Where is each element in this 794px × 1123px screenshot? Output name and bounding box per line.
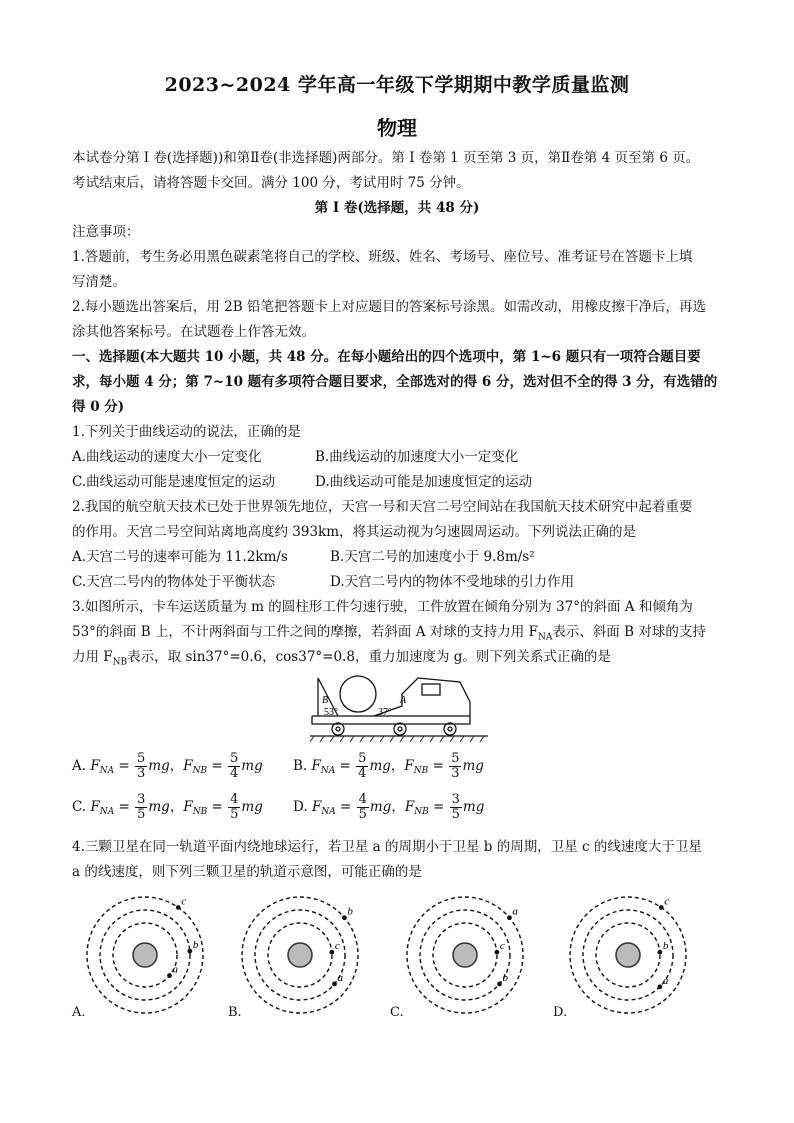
fraction [228, 793, 240, 822]
numerator: 5 [451, 751, 460, 766]
satellite-label-outer: a [512, 905, 518, 918]
intro-line-1: 本试卷分第 I 卷(选择题))和第Ⅱ卷(非选择题)两部分。第 I 卷第 1 页至第 3 页，第Ⅱ卷第 4 页至第 6 页。 [72, 150, 700, 166]
label-b: B [322, 695, 329, 706]
fraction [356, 752, 368, 781]
mg: mg [148, 758, 170, 774]
separator: ， [390, 758, 405, 774]
satellite-outer [659, 905, 664, 910]
force-symbol: F [90, 799, 100, 815]
numerator: 5 [230, 751, 239, 766]
orbit-option-letter: C. [390, 1005, 404, 1020]
q3-stem-3: 力用 $F_{NB}$表示，取 sin37°=0.6，cos37°=0.8，重力加速度为 g。则下列关系式正确的是 [72, 649, 611, 668]
earth [288, 943, 312, 967]
force-subscript: NA [99, 766, 115, 776]
satellite-label-inner: c [334, 940, 340, 953]
force-subscript: NB [414, 807, 429, 817]
angle-37: 37° [378, 707, 392, 718]
satellite-inner [167, 973, 172, 978]
q3-option-b [293, 752, 484, 781]
numerator: 4 [358, 792, 367, 807]
orbit-option-letter: A. [72, 1005, 86, 1020]
earth [453, 943, 477, 967]
note-line-4: 涂其他答案标号。在试题卷上作答无效。 [72, 324, 315, 340]
satellite-label-middle: b [192, 939, 199, 952]
satellite-label-inner: c [499, 940, 505, 953]
q2-option-d: D.天宫二号内的物体不受地球的引力作用 [330, 574, 575, 590]
fraction [449, 752, 461, 781]
orbit-diagram-d [558, 895, 698, 1015]
intro-line-2: 考试结束后，请将答题卡交回。满分 100 分，考试用时 75 分钟。 [72, 175, 470, 191]
satellite-label-outer: c [664, 895, 670, 908]
equals: = [207, 799, 228, 815]
force-subscript: NB [413, 766, 429, 776]
q1-option-b: B.曲线运动的加速度大小一定变化 [315, 449, 519, 465]
mg: mg [241, 758, 263, 774]
satellite-inner [657, 950, 662, 955]
force-symbol: F [404, 799, 415, 815]
satellite-label-inner: b [662, 940, 669, 953]
mg: mg [369, 799, 392, 815]
orbit-option-letter: B. [228, 1005, 242, 1020]
q1-stem: 1.下列关于曲线运动的说法，正确的是 [72, 424, 301, 440]
q2-option-c: C.天宫二号内的物体处于平衡状态 [72, 574, 276, 590]
notes-heading: 注意事项： [72, 224, 140, 240]
force-symbol: F [90, 758, 100, 774]
separator: ， [391, 799, 405, 815]
separator: ， [169, 758, 184, 774]
option-letter: D. [293, 799, 308, 815]
truck-figure [310, 672, 490, 744]
earth [616, 943, 640, 967]
fraction [450, 793, 462, 822]
orbit-diagram-a [75, 895, 215, 1015]
earth [133, 943, 157, 967]
denominator: 5 [451, 807, 460, 822]
mg: mg [462, 758, 484, 774]
satellite-outer [342, 915, 347, 920]
option-letter: B. [293, 758, 308, 774]
section1-line-2: 求，每小题 4 分；第 7~10 题有多项符合题目要求，全部选对的得 6 分，选对但不全的得 3 分，有选错的 [72, 374, 718, 390]
separator: ， [169, 799, 184, 815]
mg: mg [369, 758, 391, 774]
satellite-label-inner: a [172, 963, 179, 976]
q2-option-a: A.天宫二号的速率可能为 11.2km/s [72, 549, 288, 565]
label-a: A [400, 695, 407, 706]
q2-option-b: B.天宫二号的加速度小于 9.8m/s² [330, 549, 535, 565]
q3-stem-1: 3.如图所示，卡车运送质量为 m 的圆柱形工件匀速行驶，工件放置在倾角分别为 37°的斜面 A 和倾角为 [72, 599, 693, 615]
section1-line-1: 一、选择题(本大题共 10 小题，共 48 分。在每小题给出的四个选项中，第 1~6 题只有一项符合题目要 [72, 349, 701, 365]
force-subscript: NB [192, 807, 208, 817]
satellite-inner [494, 950, 499, 955]
orbit-option-letter: D. [553, 1005, 568, 1020]
denominator: 5 [358, 807, 367, 822]
q2-stem-2: 的作用。天宫二号空间站离地高度约 393km，将其运动视为匀速圆周运动。下列说法正确的是 [72, 524, 637, 540]
satellite-inner [329, 950, 334, 955]
satellite-middle [187, 949, 192, 954]
option-letter: C. [72, 799, 87, 815]
mg: mg [241, 799, 263, 815]
numerator: 3 [451, 792, 460, 807]
force-subscript: NB [192, 766, 208, 776]
force-subscript: NA [320, 766, 336, 776]
denominator: 5 [137, 807, 146, 822]
subject-title: 物理 [377, 116, 417, 140]
q3-stem-2: 53°的斜面 B 上，不计两斜面与工件之间的摩擦，若斜面 A 对球的支持力用 $F_{NA}$表示、斜面 B 对球的支持 [72, 624, 706, 643]
satellite-label-outer: c [181, 895, 187, 908]
part1-title: 第 I 卷(选择题，共 48 分) [314, 200, 480, 216]
equals: = [335, 799, 356, 815]
section1-line-3: 得 0 分) [72, 399, 125, 415]
force-symbol: F [404, 758, 414, 774]
satellite-outer [507, 915, 512, 920]
equals: = [428, 758, 449, 774]
q3-option-a [72, 752, 263, 781]
satellite-middle [657, 984, 662, 989]
force-symbol: F [183, 758, 193, 774]
note-line-1: 1.答题前，考生务必用黑色碳素笔将自己的学校、班级、姓名、考场号、座位号、准考证号在答题卡上填 [72, 249, 693, 265]
force-subscript: NA [321, 807, 336, 817]
satellite-label-middle: a [337, 971, 343, 984]
equals: = [114, 758, 134, 774]
mg: mg [148, 799, 170, 815]
q3-option-c [72, 793, 263, 822]
equals: = [114, 799, 135, 815]
numerator: 3 [137, 792, 146, 807]
fraction [135, 752, 147, 781]
note-line-2: 写清楚。 [72, 274, 126, 290]
fraction [357, 793, 369, 822]
orbit-diagram-b [230, 895, 370, 1015]
fraction [135, 793, 147, 822]
equals: = [428, 799, 449, 815]
numerator: 5 [358, 751, 367, 766]
satellite-label-middle: a [662, 974, 669, 987]
denominator: 4 [358, 766, 367, 781]
satellite-middle [497, 982, 502, 987]
exam-title: 2023~2024 学年高一年级下学期期中教学质量监测 [164, 74, 630, 96]
denominator: 4 [230, 766, 239, 781]
q2-stem-1: 2.我国的航空航天技术已处于世界领先地位，天宫一号和天宫二号空间站在我国航天技术研究中起着重要 [72, 499, 693, 515]
denominator: 3 [137, 766, 146, 781]
q4-stem-1: 4.三颗卫星在同一轨道平面内绕地球运行，若卫星 a 的周期小于卫星 b 的周期，卫星 c 的线速度大于卫星 [72, 839, 702, 855]
q3-option-d [293, 793, 484, 822]
denominator: 5 [230, 807, 239, 822]
force-symbol: F [311, 799, 322, 815]
satellite-label-outer: b [347, 905, 353, 918]
q1-option-a: A.曲线运动的速度大小一定变化 [72, 449, 262, 465]
satellite-middle [332, 982, 337, 987]
denominator: 3 [451, 766, 460, 781]
satellite-outer [176, 905, 181, 910]
equals: = [335, 758, 356, 774]
force-symbol: F [183, 799, 193, 815]
numerator: 4 [230, 792, 239, 807]
q1-option-d: D.曲线运动可能是加速度恒定的运动 [315, 474, 533, 490]
option-letter: A. [72, 758, 87, 774]
equals: = [207, 758, 228, 774]
note-line-3: 2.每小题选出答案后，用 2B 铅笔把答题卡上对应题目的答案标号涂黑。如需改动，用橡皮擦干净后，再选 [72, 299, 706, 315]
orbit-diagram-c [395, 895, 535, 1015]
numerator: 5 [137, 751, 146, 766]
angle-53: 53° [324, 707, 338, 718]
fraction [228, 752, 240, 781]
force-symbol: F [311, 758, 321, 774]
q1-option-c: C.曲线运动可能是速度恒定的运动 [72, 474, 276, 490]
force-subscript: NA [99, 807, 115, 817]
satellite-label-middle: b [502, 971, 508, 984]
q4-stem-2: a 的线速度，则下列三颗卫星的轨道示意图，可能正确的是 [72, 864, 422, 880]
mg: mg [462, 799, 485, 815]
